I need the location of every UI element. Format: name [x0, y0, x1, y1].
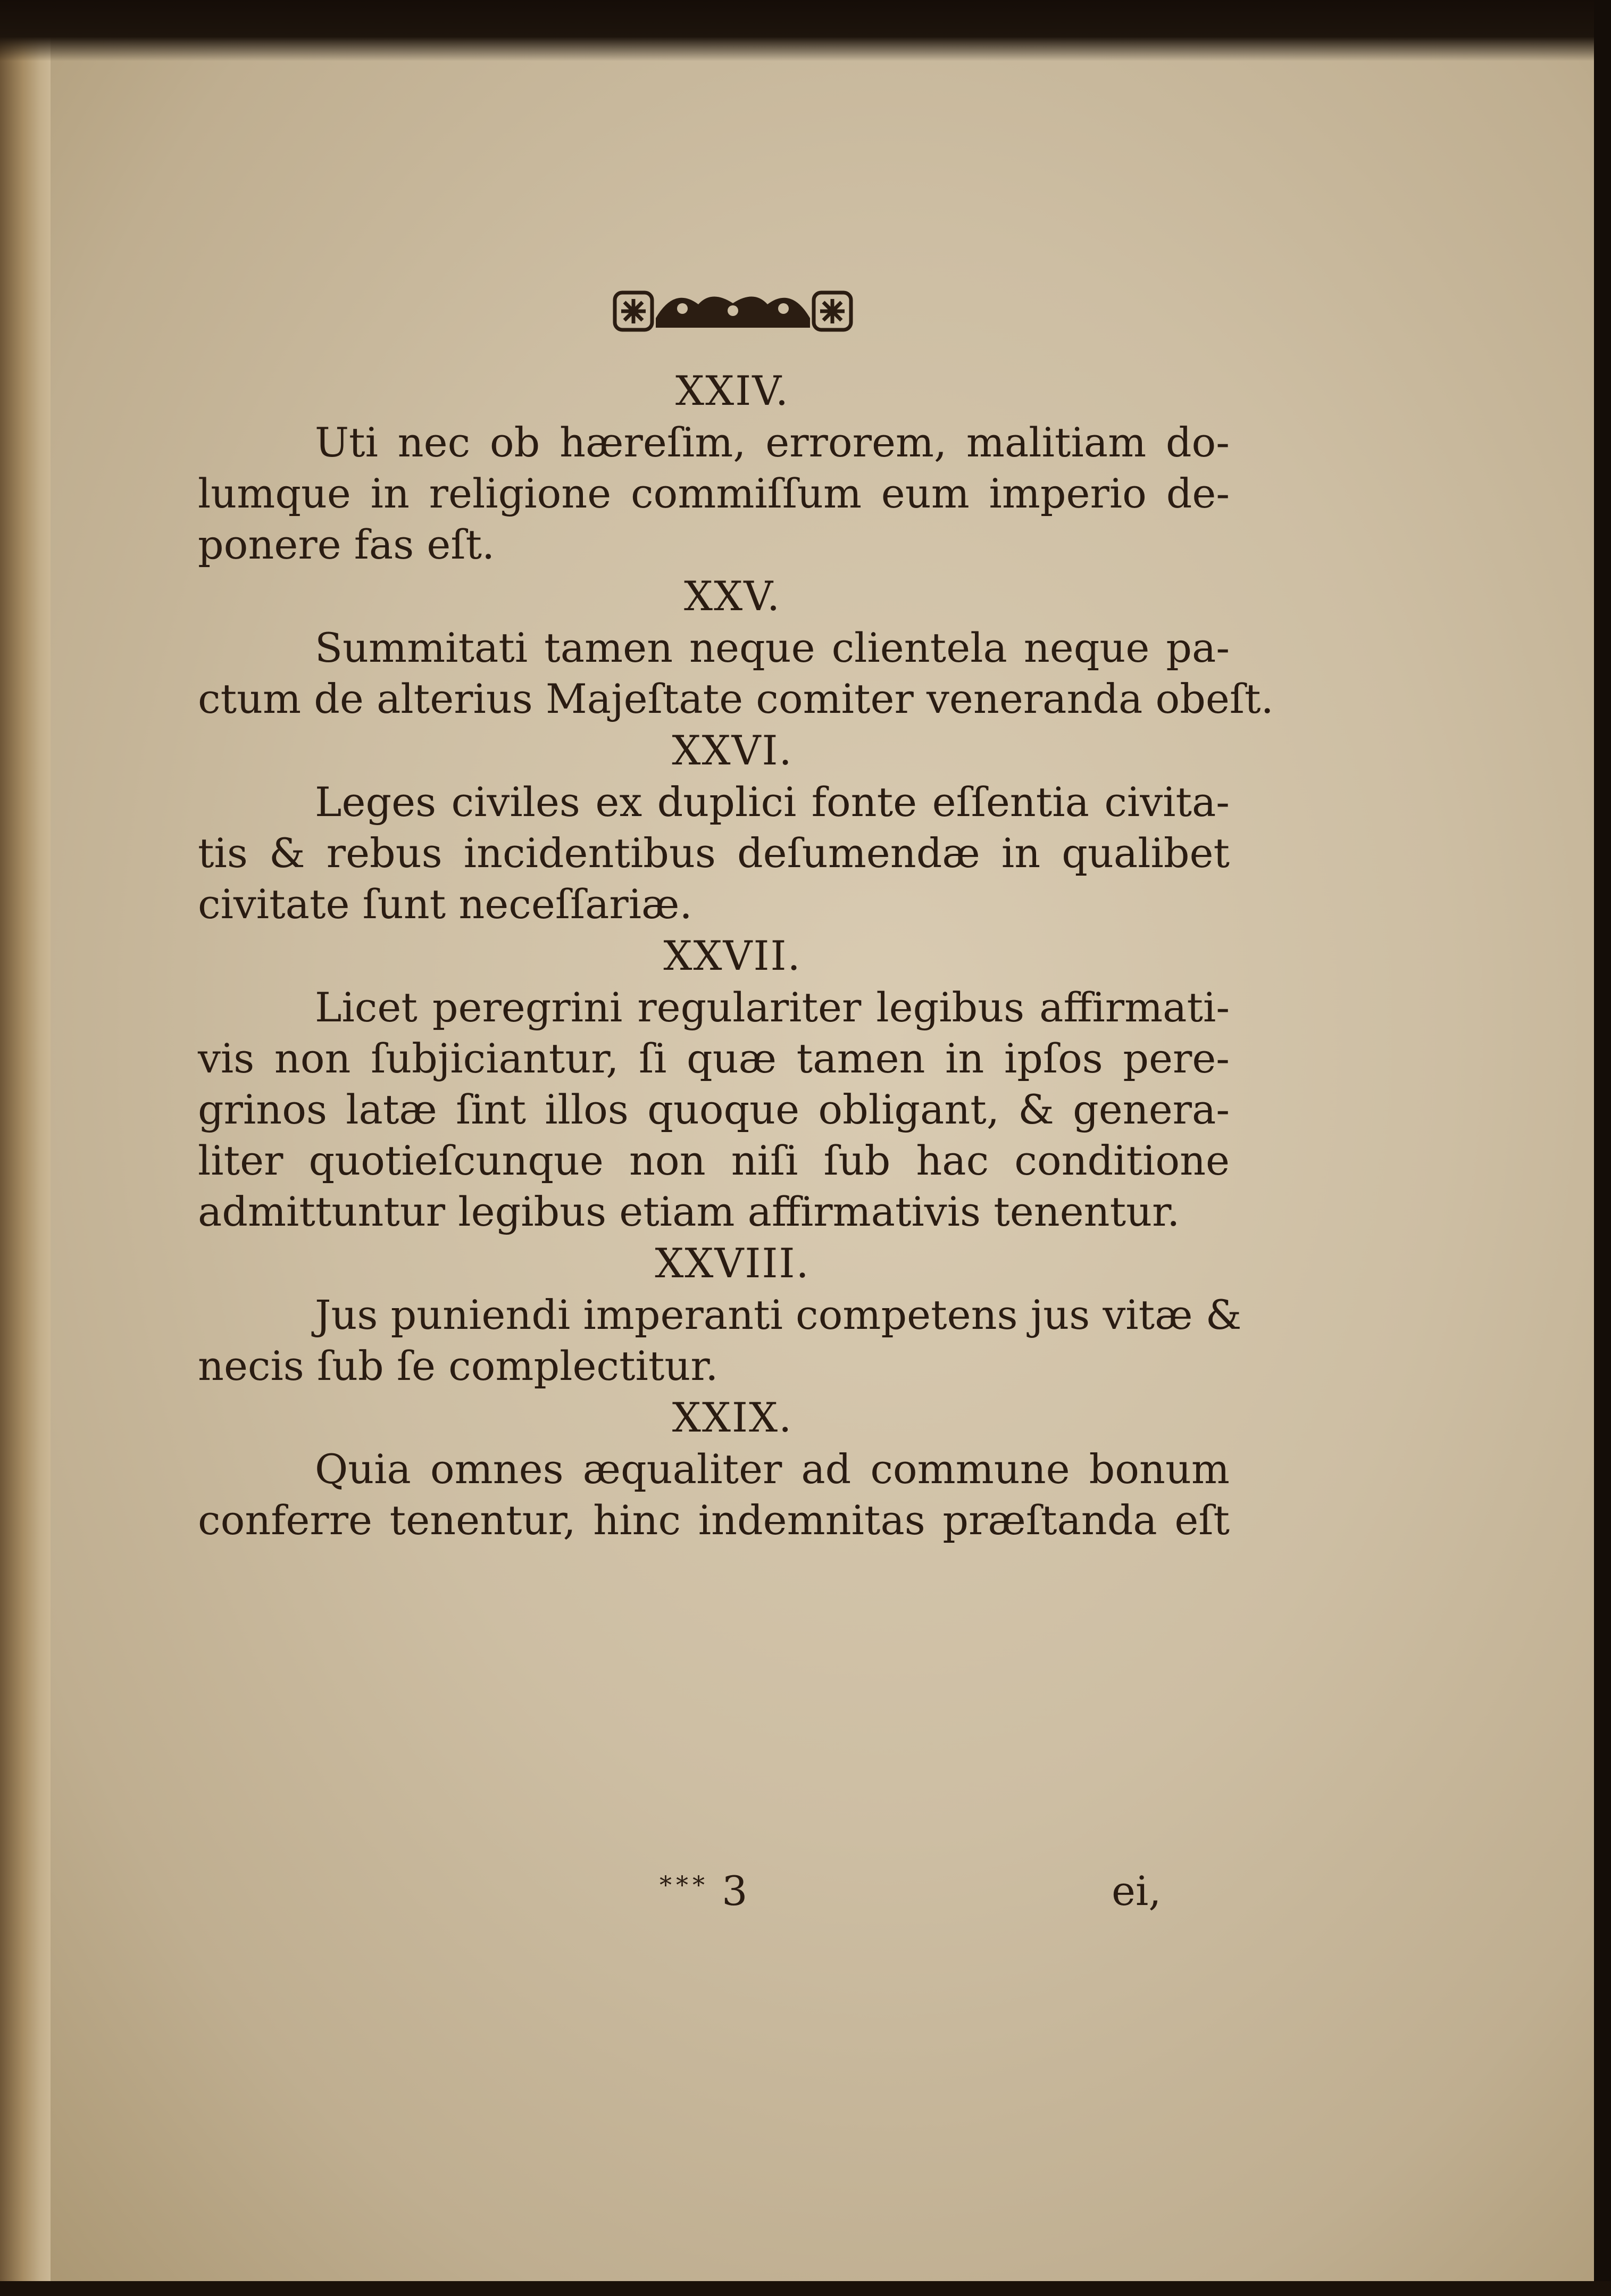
text-line: Licet peregrini regulariter legibus affirmati-	[315, 984, 1230, 1031]
ornament-headpiece	[605, 277, 861, 346]
signature-mark	[660, 1867, 748, 1915]
text-line: grinos latæ ſint illos quoque obligant, & genera-	[198, 1086, 1230, 1133]
top-edge	[0, 0, 1611, 61]
catchword: ei,	[1112, 1867, 1162, 1915]
text-line: vis non ſubjiciantur, ſi quæ tamen in ipſos pere-	[198, 1035, 1230, 1082]
text-line: Leges civiles ex duplici fonte eſſentia civita-	[315, 778, 1230, 826]
text-line: tis & rebus incidentibus deſumendæ in qualibet	[198, 829, 1230, 877]
text-line: Uti nec ob hæreſim, errorem, malitiam do-	[315, 419, 1230, 466]
signature-number: 3	[722, 1867, 748, 1915]
section-heading-xxv: XXV.	[684, 572, 781, 620]
text-line: ponere fas eſt.	[198, 521, 495, 568]
signature-stars: ***	[660, 1870, 709, 1899]
text-line: ctum de alterius Majeſtate comiter veneranda obeſt.	[198, 675, 1274, 722]
text-line: lumque in religione commiſſum eum imperio de-	[198, 470, 1230, 517]
text-line: liter quotieſcunque non niſi ſub hac conditione	[198, 1137, 1230, 1184]
text-line: Jus puniendi imperanti competens jus vitæ &	[315, 1291, 1242, 1338]
section-heading-xxviii: XXVIII.	[655, 1239, 810, 1287]
section-heading-xxvi: XXVI.	[672, 727, 793, 774]
text-line: civitate ſunt neceſſariæ.	[198, 880, 692, 928]
text-line: admittuntur legibus etiam affirmativis tenentur.	[198, 1188, 1180, 1235]
bottom-edge	[0, 2281, 1611, 2296]
section-heading-xxiv: XXIV.	[675, 367, 789, 414]
document-text	[198, 365, 1274, 1546]
section-heading-xxix: XXIX.	[672, 1394, 793, 1441]
text-line: Summitati tamen neque clientela neque pa-	[315, 624, 1230, 671]
text-line: conferre tenentur, hinc indemnitas præſtanda eſt	[198, 1496, 1230, 1544]
right-edge	[1594, 0, 1611, 2296]
page-binding	[0, 0, 51, 2296]
text-line: necis ſub ſe complectitur.	[198, 1342, 719, 1390]
section-heading-xxvii: XXVII.	[663, 932, 802, 979]
text-line: Quia omnes æqualiter ad commune bonum	[315, 1445, 1230, 1493]
